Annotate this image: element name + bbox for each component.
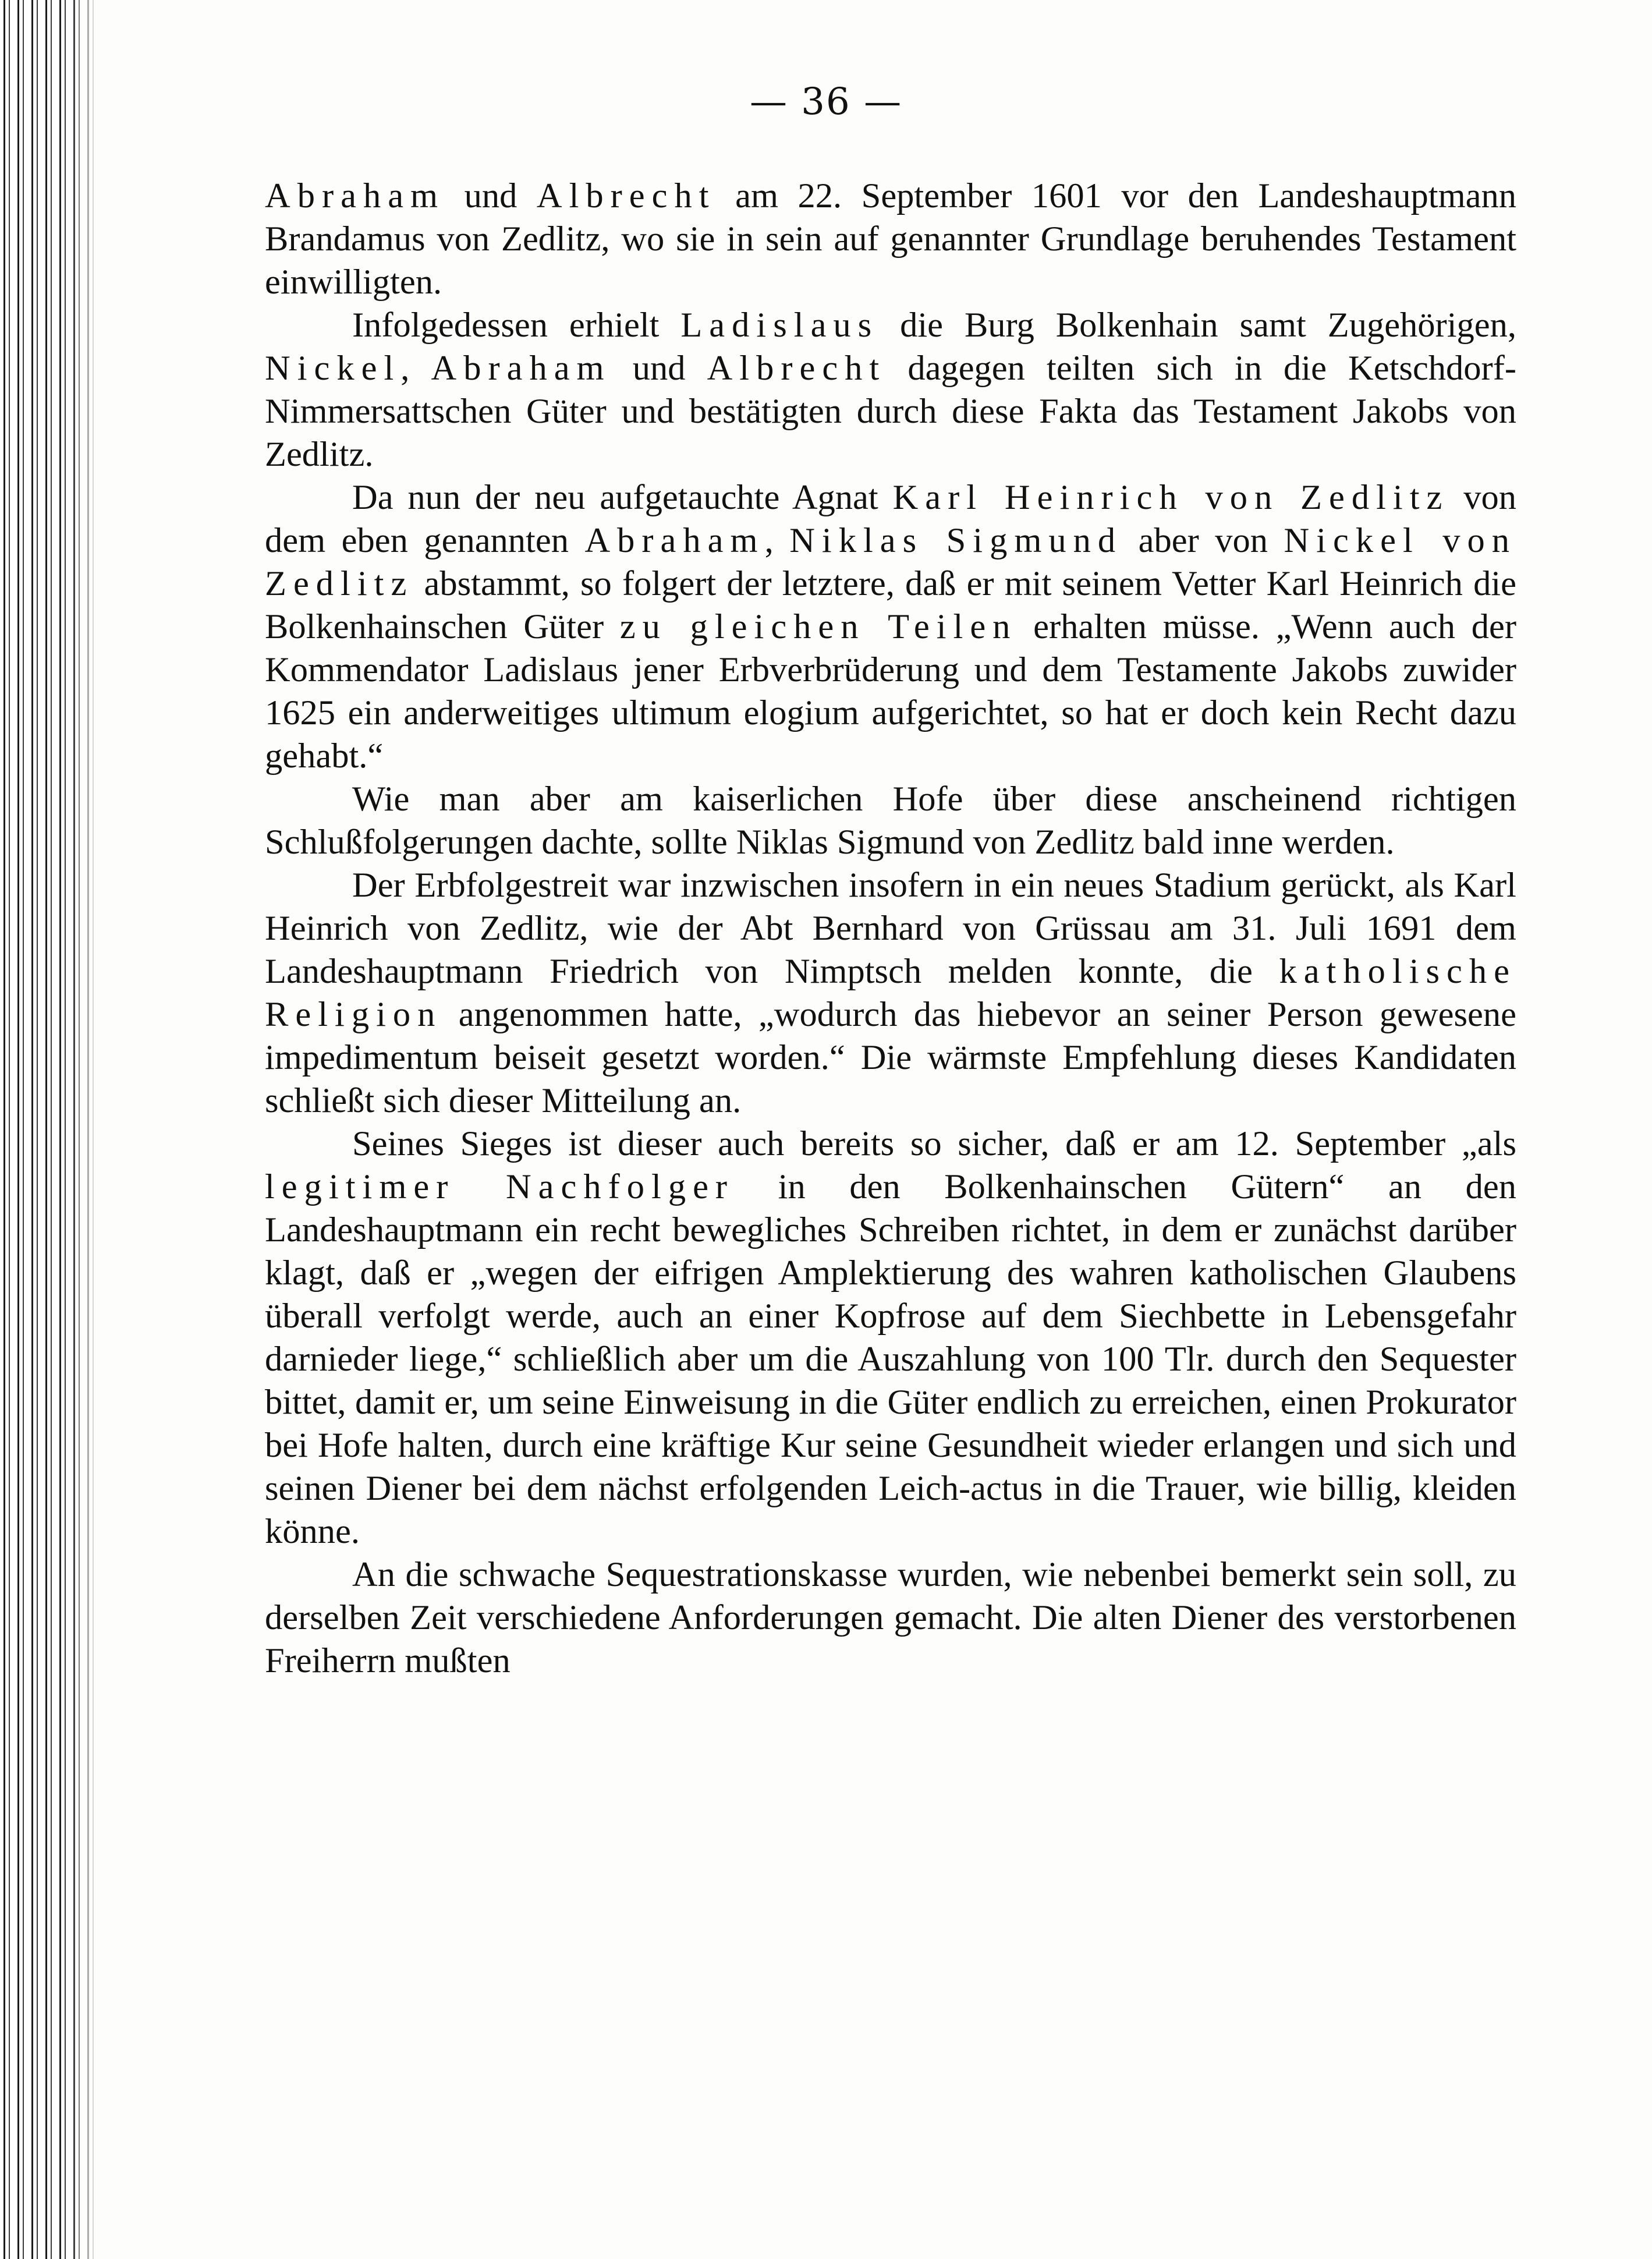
emphasized-name: Abraham <box>584 521 765 560</box>
emphasized-name: Karl Heinrich von Zedlitz <box>892 478 1449 517</box>
text-run: Wie man aber am kaiserlichen Hofe über diese anscheinend richtigen Schlußfolgerungen dachte, sollte Niklas Sigmund von Zedlitz bald inne werden. <box>265 780 1516 862</box>
text-run: Da nun der neu aufgetauchte Agnat <box>352 478 893 517</box>
emphasized-name: katholische Religion <box>265 952 1516 1034</box>
emphasized-name: Ladislaus <box>680 306 879 345</box>
text-run: , <box>400 349 431 388</box>
emphasized-name: legitimer Nachfolger <box>265 1167 735 1206</box>
paragraph <box>265 864 1516 1123</box>
paragraph <box>265 1553 1516 1683</box>
emphasized-name: Abraham <box>431 349 611 388</box>
paragraph <box>265 1123 1516 1553</box>
text-run: angenommen hatte, „wodurch das hiebevor an seiner Person gewesene impedimentum beiseit gesetzt worden.“ Die wärmste Empfehlung dieses Kandidaten schließt sich dieser Mitteilung an. <box>265 995 1516 1120</box>
emphasized-name: zu gleichen Teilen <box>619 607 1018 646</box>
body-text <box>265 175 1516 1683</box>
paragraph <box>265 778 1516 864</box>
text-run: die Burg Bolkenhain samt Zugehörigen, <box>878 306 1516 345</box>
text-run: aber von <box>1122 521 1284 560</box>
emphasized-name: Nickel <box>265 349 401 388</box>
text-run: und <box>445 176 537 215</box>
text-run: und <box>611 349 707 388</box>
text-run: dagegen teilten sich in die Ketschdorf-Nimmersattschen Güter und bestätigten durch diese Fakta das Testament Jakobs von Zedlitz. <box>265 349 1517 474</box>
text-run: An die schwache Sequestrationskasse wurden, wie nebenbei bemerkt sein soll, zu derselben Zeit verschiedene Anforderungen gemacht. Die alten Diener des verstorbenen Freiherrn mußten <box>265 1555 1516 1680</box>
text-run: Der Erbfolgestreit war inzwischen insofern in ein neues Stadium gerückt, als Karl Heinrich von Zedlitz, wie der Abt Bernhard von Grüssau am 31. Juli 1691 dem Landeshauptmann Friedrich von Nimptsch melden konnte, die <box>265 866 1516 991</box>
paragraph <box>265 304 1516 476</box>
text-run: am 22. September 1601 vor den Landeshauptmann Brandamus von Zedlitz, wo sie in sein auf genannter Grundlage beruhendes Testament einwilligten. <box>265 176 1516 302</box>
paragraph <box>265 175 1516 304</box>
emphasized-name: Abraham <box>265 176 445 215</box>
text-run: abstammt, so folgert der letztere, daß er mit seinem Vetter Karl Heinrich die Bolkenhainschen Güter <box>265 564 1516 646</box>
text-run: , <box>764 521 790 560</box>
book-binding-edge <box>0 0 99 2259</box>
page-number: — 36 — <box>749 80 903 123</box>
text-run: Seines Sieges ist dieser auch bereits so sicher, daß er am 12. September „als <box>352 1124 1516 1163</box>
emphasized-name: Albrecht <box>707 349 887 388</box>
text-run: erhalten müsse. „Wenn auch der Kommendator Ladislaus jener Erbverbrüderung und dem Testamente Jakobs zuwider 1625 ein anderweitiges ultimum elogium aufgerichtet, so hat er doch kein Recht dazu gehabt.“ <box>265 607 1516 776</box>
text-run: Infolgedessen erhielt <box>352 306 681 345</box>
text-run: in den Bolkenhainschen Gütern“ an den Landeshauptmann ein recht bewegliches Schreiben richtet, in dem er zunächst darüber klagt, daß er „wegen der eifrigen Amplektierung des wahren katholischen Glaubens überall verfolgt werde, auch an einer Kopfrose auf dem Siechbette in Lebensgefahr darnieder liege,“ schließlich aber um die Auszahlung von 100 Tlr. durch den Sequester bittet, damit er, um seine Einweisung in die Güter endlich zu erreichen, einen Prokurator bei Hofe halten, durch eine kräftige Kur seine Gesundheit wieder erlangen und sich und seinen Diener bei dem nächst erfolgenden Leich-actus in die Trauer, wie billig, kleiden könne. <box>265 1167 1516 1551</box>
emphasized-name: Niklas Sigmund <box>789 521 1123 560</box>
emphasized-name: Nickel von Zedlitz <box>265 521 1517 603</box>
emphasized-name: Albrecht <box>536 176 716 215</box>
paragraph <box>265 476 1516 778</box>
text-run: von dem eben genannten <box>265 478 1517 560</box>
